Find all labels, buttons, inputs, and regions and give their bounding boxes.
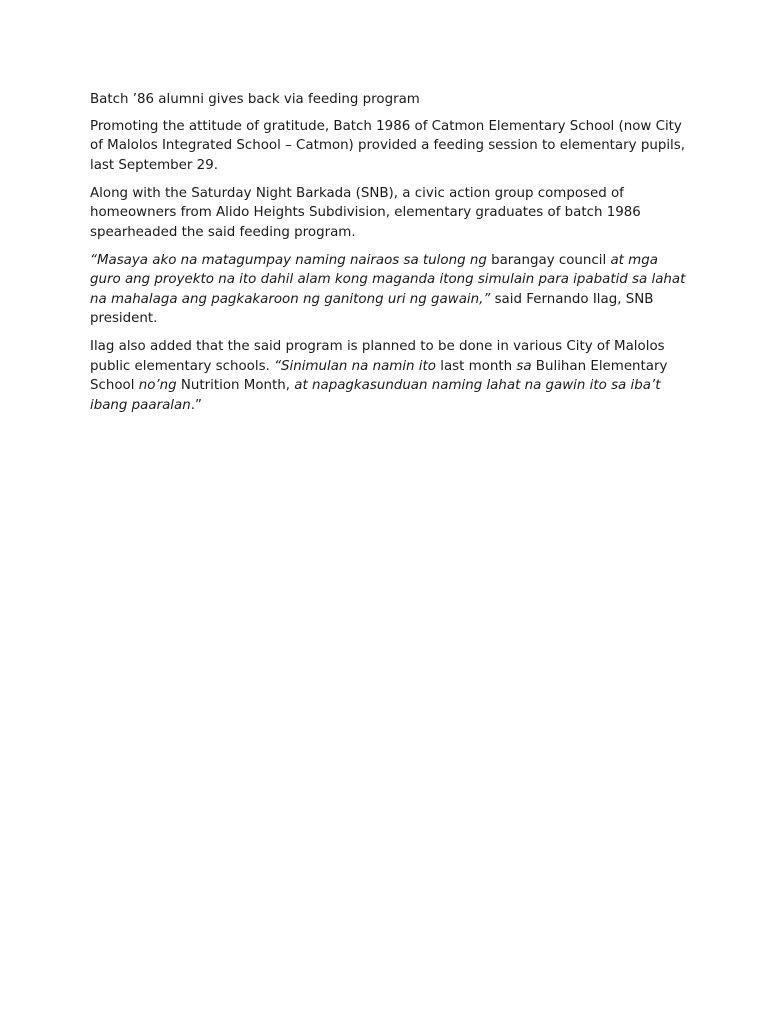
plain-text-part-1: barangay council <box>486 252 611 268</box>
quote-text-part-1: Masaya ako na matagumpay naming nairaos sa tulong ng <box>96 252 487 268</box>
paragraph-4 <box>90 337 690 415</box>
quote-text-part-2: sa <box>516 358 532 374</box>
paragraph-2 <box>90 184 690 243</box>
quote-close-mark: .” <box>190 397 202 413</box>
quote-text-part-4: at napagkasunduan naming lahat na gawin ito sa iba’t ibang paaralan <box>90 378 661 413</box>
quote-text-part-2: at mga guro ang proyekto na ito dahil alam kong maganda itong simulain para ipabatid sa lahat na mahalaga ang pagkakaroon ng ganitong uri ng gawain <box>90 252 686 307</box>
paragraph-4-intro: Ilag also added that the said program is planned to be done in various City of Malolos public elementary schools. <box>90 339 665 374</box>
quote-text-part-3: no’ng <box>138 378 177 393</box>
quote-attribution: said Fernando Ilag, SNB president. <box>90 291 654 326</box>
quote-open-mark: “ <box>274 358 282 374</box>
headline-text: Batch ’86 alumni gives back via feeding program <box>90 92 420 107</box>
plain-text-part-3: Nutrition Month, <box>176 378 295 393</box>
paragraph-3 <box>90 251 690 329</box>
quote-open-mark: “ <box>90 252 97 268</box>
quote-text-part-1: Sinimulan na namin ito <box>281 358 436 374</box>
paragraph-1 <box>90 117 690 176</box>
article-body <box>90 90 690 424</box>
article-headline <box>90 90 690 110</box>
plain-text-part-2: Bulihan Elementary School <box>90 358 668 393</box>
quote-close-mark: ,” <box>479 291 491 307</box>
paragraph-2-text: Along with the Saturday Night Barkada (SNB), a civic action group composed of homeowners from Alido Heights Subdivision, elementary graduates of batch 1986 spearheaded the said feeding program. <box>90 185 641 240</box>
paragraph-1-text: Promoting the attitude of gratitude, Batch 1986 of Catmon Elementary School (now City of Malolos Integrated School – Catmon) provided a feeding session to elementary pupils, last September 29. <box>90 118 685 173</box>
plain-text-part-1: last month <box>435 358 517 374</box>
